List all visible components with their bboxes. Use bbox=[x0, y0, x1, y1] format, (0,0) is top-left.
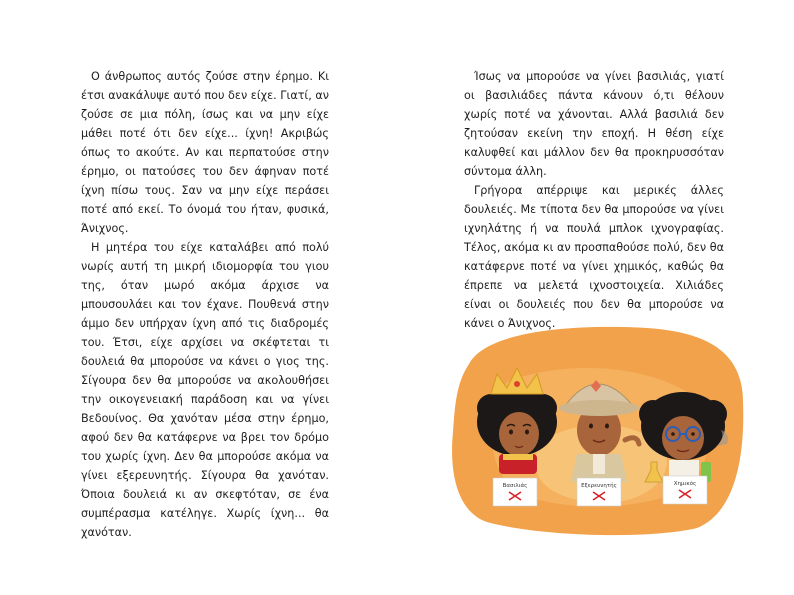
right-page bbox=[397, 0, 794, 595]
right-text-column bbox=[464, 67, 724, 333]
illustration-canvas bbox=[447, 322, 747, 538]
paragraph: Ίσως να μπορούσε να γίνει βασιλιάς, γιατί οι βασιλιάδες πάντα κάνουν ό,τι θέλουν χωρίς ποτέ να χάνονται. Αλλά βασιλιά δεν ζητούσαν εκείνη την εποχή. Η θέση είχε καλυφθεί και μάλλον δεν θα προκηρυσσόταν σύντομα άλλη. bbox=[464, 70, 724, 178]
sign-label: Χημικός bbox=[673, 481, 697, 487]
paragraph: Ο άνθρωπος αυτός ζούσε στην έρημο. Κι έτσι ανακάλυψε αυτό που δεν είχε. Γιατί, αν ζούσε σε μια πόλη, ίσως και να μην είχε μάθει ποτέ ότι δεν είχε... ίχνη! Ακριβώς όπως το ακούτε. Αν και περπατούσε στην έρημο, οι πατούσες του δεν άφηναν ποτέ ίχνη πίσω τους. Σαν να μην είχε περάσει ποτέ από εκεί. Το όνομά του ήταν, φυσικά, Άνιχνος. bbox=[81, 70, 329, 235]
sign-label: Βασιλιάς bbox=[502, 483, 528, 489]
left-text-column bbox=[81, 67, 329, 542]
sign-explorer bbox=[577, 478, 621, 506]
sign-chemist bbox=[663, 476, 707, 504]
sign-king bbox=[493, 478, 537, 506]
paragraph: Γρήγορα απέρριψε και μερικές άλλες δουλειές. Με τίποτα δεν θα μπορούσε να γίνει ιχνηλάτης ή να πουλά μπλοκ ιχνογραφίας. Τέλος, ακόμα κι αν προσπαθούσε πολύ, δεν θα κατάφερνε ποτέ να γίνει χημικός, καθώς θα έπρεπε να μελετά ιχνοστοιχεία. Χιλιάδες είναι οι δουλειές που δεν θα μπορούσε να κάνει ο Άνιχνος. bbox=[464, 184, 724, 330]
illustration bbox=[447, 322, 747, 538]
sign-label: Εξερευνητής bbox=[581, 483, 617, 489]
paragraph: Η μητέρα του είχε καταλάβει από πολύ νωρίς αυτή τη μικρή ιδιομορφία του γιου της, όταν μωρό ακόμα άρχισε να μπουσουλάει και τον έχανε. Πουθενά στην άμμο δεν υπήρχαν ίχνη από τις διαδρομές του. Έτσι, είχε αρχίσει να σκέφτεται τι δουλειά θα μπορούσε να κάνει ο γιος της. Σίγουρα δεν θα μπορούσε να ακολουθήσει την οικογενειακή παράδοση και να γίνει Βεδουίνος. Θα χανόταν μέσα στην έρημο, αφού δεν θα κατάφερνε να βρει τον δρόμο του χωρίς ίχνη. Δεν θα μπορούσε ακόμα να γίνει εξερευνητής. Σίγουρα θα χανόταν. Όποια δουλειά κι αν σκεφτόταν, σε ένα συμπέρασμα κατέληγε. Χωρίς ίχνη... θα χανόταν. bbox=[81, 241, 329, 539]
